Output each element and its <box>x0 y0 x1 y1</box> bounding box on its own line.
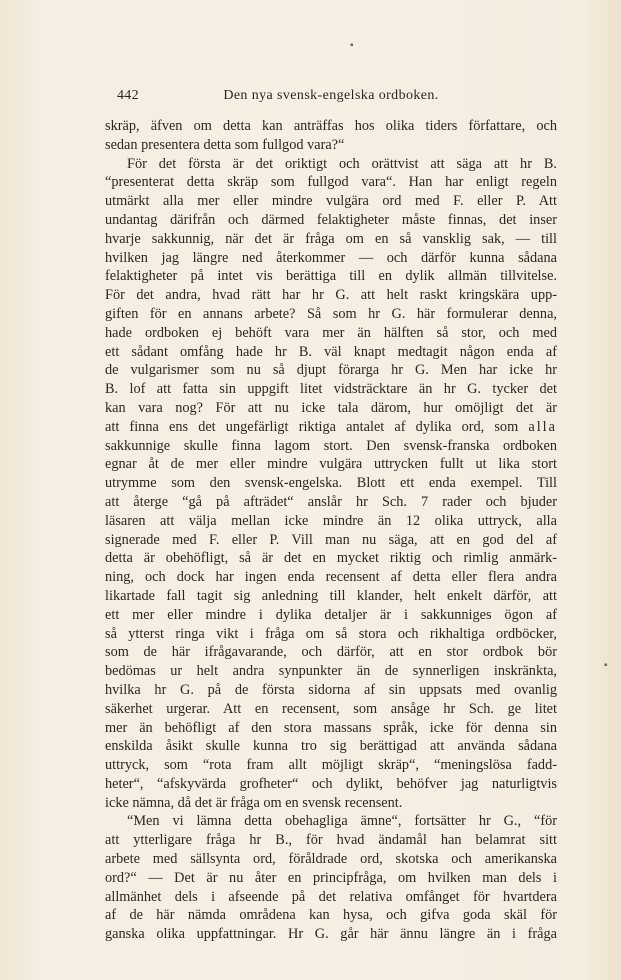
text-line: För det andra, hvad rätt har hr G. att helt raskt kringskära upp- <box>105 287 557 304</box>
text-line: de vulgarismer som nu så djupt förarga hr G. Men har icke hr <box>105 362 557 379</box>
running-title: Den nya svensk-engelska ordboken. <box>223 88 439 103</box>
text-line: hvilken jag längre ned återkommer — och därför kunna sådana <box>105 249 557 266</box>
text-line: ett mer eller mindre i dylika detaljer är i sakkunniges ögon af <box>105 606 557 623</box>
text-line: att ytterligare fråga hr B., för hvad ändamål han belamrat sitt <box>105 832 557 849</box>
text-line: signerade med F. eller P. Vill man nu säga, att en god del af <box>105 531 557 548</box>
text-line: af de här nämda områdena kan hysa, och gifva goda skäl för <box>105 907 557 924</box>
text-line: som de här ifrågavarande, och därför, att en stor ordbok bör <box>105 644 557 661</box>
text-line: giften för en annans arbete? Så som hr G. här formulerar denna, <box>105 305 557 322</box>
margin-speck-mark: ▪ <box>604 660 608 671</box>
text-line: B. lof att fatta sin uppgift litet vidsträcktare än hr G. tycker det <box>105 381 557 398</box>
page-header <box>105 88 557 110</box>
text-line: utmärkt alla mer eller mindre vulgära ord med F. eller P. Att <box>105 193 557 210</box>
text-line: allmänhet dels i afseende på det relativa omfånget för hvartdera <box>105 888 557 905</box>
text-line: enskilda åsikt skulle kunna tro sig berättigad att använda sådana <box>105 738 557 755</box>
text-line: För det första är det oriktigt och orättvist att säga att hr B. <box>127 155 557 172</box>
text-line: detta är obehöfligt, så är det en mycket riktig och rimlig anmärk- <box>105 550 557 567</box>
spaced-emphasis: alla <box>528 418 557 435</box>
text-line: så ytterst ringa vikt i fråga om så stora och rikhaltiga ordböcker, <box>105 625 557 642</box>
text-line: skräp, äfven om detta kan anträffas hos olika tiders författare, och <box>105 118 557 134</box>
text-line: utrymme som den svensk-engelska. Blott ett enda exempel. Till <box>105 475 557 492</box>
page-number: 442 <box>117 88 139 103</box>
text-line: heter“, “afskyvärda grofheter“ och dylikt, behöfver jag naturligtvis <box>105 775 557 792</box>
text-line: undantag därifrån och därmed felaktigheter måste finnas, det inser <box>105 211 557 228</box>
text-line: ett sådant omfång hade hr B. väl knapt medtagit någon enda af <box>105 343 557 360</box>
text-line: ganska olika uppfattningar. Hr G. går här ännu längre än i fråga <box>105 926 557 943</box>
text-line: felaktigheter på intet vis berättiga till en dylik allmän tillvitelse. <box>105 268 557 285</box>
text-line: sedan presentera detta som fullgod vara?“ <box>105 136 345 153</box>
body-text <box>105 117 557 944</box>
text-line: säkerhet urgerar. Att en recensent, som ansåge hr Sch. ge litet <box>105 700 557 717</box>
text-line: hade ordboken ej behöft vara mer än hälften så stor, och med <box>105 324 557 341</box>
text-line: “presenterat detta skräp som fullgod vara“. Han har enligt regeln <box>105 174 557 191</box>
text-line: hvilka hr G. på de första sidorna af sin uppsats med ovanlig <box>105 681 557 698</box>
text-line: icke nämna, då det är fråga om en svensk recensent. <box>105 794 403 811</box>
text-line: sakkunnige skulle finna lagom stort. Den svensk-franska ordboken <box>105 437 557 454</box>
text-line: hvarje sakkunnig, när det är fråga om en så vansklig sak, — till <box>105 230 557 247</box>
text-line: uttryck, som “rota fram allt möjligt skräp“, “meningslösa fadd- <box>105 757 557 774</box>
text-line: ning, och dock har ingen enda recensent af detta eller flera andra <box>105 569 557 586</box>
text-line: mer än behöfligt af den stora massans språk, icke för denna sin <box>105 719 557 736</box>
text-line: kan vara nog? För att nu icke tala därom, hur omöjligt det är <box>105 399 557 416</box>
text-line: att återge “gå på afträdet“ anslår hr Sch. 7 rader och bjuder <box>105 493 557 510</box>
speck-mark: ▪ <box>350 40 354 51</box>
text-line: att finna ens det ungefärligt riktiga antalet af dylika ord, som alla <box>105 418 557 435</box>
text-line: likartade fall tagit sig anledning till klander, helt enkelt därför, att <box>105 587 557 604</box>
text-line: egnar åt de mer eller mindre vulgära uttrycken fullt ut lika stort <box>105 456 557 473</box>
text-line: “Men vi lämna detta obehagliga ämne“, fortsätter hr G., “för <box>127 813 557 830</box>
text-line: ord?“ — Det är nu åter en principfråga, om hvilken man dels i <box>105 869 557 886</box>
text-line: bedömas ur helt andra synpunkter än de synnerligen inskränkta, <box>105 663 557 680</box>
text-line: läsaren att välja mellan icke mindre än 12 olika uttryck, alla <box>105 512 557 529</box>
text-line: arbete med sällsynta ord, föråldrade ord, skotska och amerikanska <box>105 851 557 868</box>
